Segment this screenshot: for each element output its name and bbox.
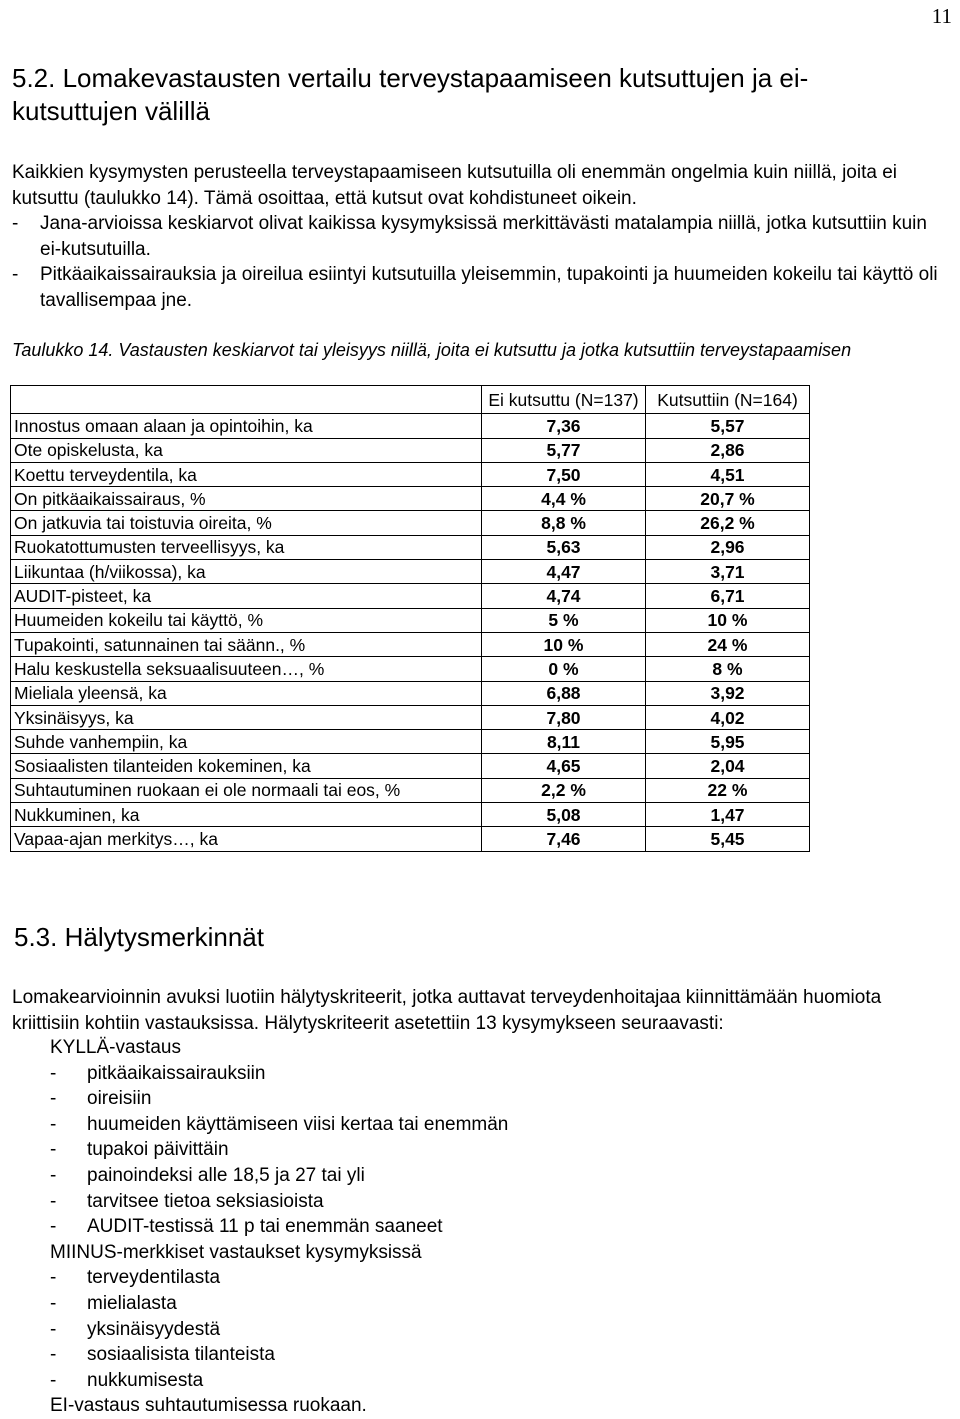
table-caption: Taulukko 14. Vastausten keskiarvot tai yleisyys niillä, joita ei kutsuttu ja jotka kutsuttiin terveystapaamisen xyxy=(12,340,852,360)
value-not-invited: 7,80 xyxy=(482,705,646,729)
criteria-text: MIINUS-merkkiset vastaukset kysymyksissä xyxy=(50,1241,422,1263)
row-label: On pitkäaikaissairaus, % xyxy=(11,487,482,511)
row-label: Huumeiden kokeilu tai käyttö, % xyxy=(11,608,482,632)
value-invited: 20,7 % xyxy=(646,487,810,511)
value-not-invited: 8,11 xyxy=(482,730,646,754)
value-not-invited: 7,50 xyxy=(482,462,646,486)
table-row xyxy=(11,657,810,681)
page-number: 11 xyxy=(931,4,952,28)
dash-marker: - xyxy=(50,1113,57,1135)
table-row xyxy=(11,632,810,656)
value-invited: 1,47 xyxy=(646,803,810,827)
dash-marker: - xyxy=(50,1267,57,1289)
criteria-text: terveydentilasta xyxy=(87,1267,221,1289)
criteria-list xyxy=(50,1035,508,1419)
value-not-invited: 6,88 xyxy=(482,681,646,705)
table-row xyxy=(11,414,810,438)
table-row xyxy=(11,462,810,486)
criteria-item xyxy=(50,1112,508,1138)
criteria-item xyxy=(50,1265,508,1291)
criteria-text: KYLLÄ-vastaus xyxy=(50,1037,181,1058)
dash-marker: - xyxy=(50,1369,57,1391)
intro-bullet-text: Pitkäaikaissairauksia ja oireilua esiintyi kutsutuilla yleisemmin, tupakointi ja huumeiden kokeilu tai käyttö oli tavallisempaa jne. xyxy=(40,264,938,311)
row-label: Mieliala yleensä, ka xyxy=(11,681,482,705)
dash-marker: - xyxy=(50,1062,57,1084)
table-row xyxy=(11,827,810,851)
criteria-text: sosiaalisista tilanteista xyxy=(87,1344,275,1366)
value-invited: 4,02 xyxy=(646,705,810,729)
value-not-invited: 7,36 xyxy=(482,414,646,438)
row-label: Ruokatottumusten terveellisyys, ka xyxy=(11,535,482,559)
row-label: Sosiaalisten tilanteiden kokeminen, ka xyxy=(11,754,482,778)
row-label: Halu keskustella seksuaalisuuteen…, % xyxy=(11,657,482,681)
criteria-item xyxy=(50,1342,508,1368)
row-label: Nukkuminen, ka xyxy=(11,803,482,827)
criteria-text: yksinäisyydestä xyxy=(87,1318,221,1340)
value-invited: 6,71 xyxy=(646,584,810,608)
value-invited: 4,51 xyxy=(646,462,810,486)
criteria-item xyxy=(50,1291,508,1317)
criteria-text: huumeiden käyttämiseen viisi kertaa tai enemmän xyxy=(87,1113,509,1135)
table-row xyxy=(11,754,810,778)
table-row xyxy=(11,584,810,608)
value-not-invited: 5,63 xyxy=(482,535,646,559)
table-header-row xyxy=(11,386,810,414)
criteria-item xyxy=(50,1086,508,1112)
section2-title: 5.3. Hälytysmerkinnät xyxy=(14,922,264,952)
value-invited: 5,57 xyxy=(646,414,810,438)
table-row xyxy=(11,803,810,827)
value-invited: 5,95 xyxy=(646,730,810,754)
value-invited: 3,71 xyxy=(646,560,810,584)
criteria-text: AUDIT-testissä 11 p tai enemmän saaneet xyxy=(87,1216,443,1238)
dash-marker: - xyxy=(50,1190,57,1212)
value-invited: 2,04 xyxy=(646,754,810,778)
dash-marker: - xyxy=(50,1216,57,1238)
value-not-invited: 4,74 xyxy=(482,584,646,608)
criteria-item xyxy=(50,1368,508,1394)
row-label: Suhde vanhempiin, ka xyxy=(11,730,482,754)
criteria-item xyxy=(50,1189,508,1215)
value-not-invited: 2,2 % xyxy=(482,778,646,802)
value-not-invited: 8,8 % xyxy=(482,511,646,535)
value-not-invited: 10 % xyxy=(482,632,646,656)
intro-bullet-text: Jana-arvioissa keskiarvot olivat kaikissa kysymyksissä merkittävästi matalampia niillä, jotka kutsuttiin kuin ei-kutsutuilla. xyxy=(40,213,927,260)
criteria-item xyxy=(50,1061,508,1087)
criteria-item xyxy=(50,1317,508,1343)
row-label: Suhtautuminen ruokaan ei ole normaali tai eos, % xyxy=(11,778,482,802)
value-not-invited: 5,08 xyxy=(482,803,646,827)
row-label: Tupakointi, satunnainen tai säänn., % xyxy=(11,632,482,656)
table-row xyxy=(11,511,810,535)
criteria-text: EI-vastaus suhtautumisessa ruokaan. xyxy=(50,1395,367,1417)
table-row xyxy=(11,778,810,802)
table-row xyxy=(11,560,810,584)
header-cell-invited: Kutsuttiin (N=164) xyxy=(646,386,810,414)
dash-marker: - xyxy=(50,1139,57,1161)
criteria-text: tarvitsee tietoa seksiasioista xyxy=(87,1190,324,1212)
table-row xyxy=(11,535,810,559)
row-label: Koettu terveydentila, ka xyxy=(11,462,482,486)
dash-marker: - xyxy=(50,1344,57,1366)
row-label: Liikuntaa (h/viikossa), ka xyxy=(11,560,482,584)
criteria-group-heading xyxy=(50,1393,508,1419)
intro-bullet xyxy=(12,262,942,313)
intro-section xyxy=(12,160,942,313)
criteria-text: oireisiin xyxy=(87,1088,152,1110)
table-body xyxy=(11,414,810,851)
value-not-invited: 5 % xyxy=(482,608,646,632)
criteria-item xyxy=(50,1214,508,1240)
row-label: Ote opiskelusta, ka xyxy=(11,438,482,462)
dash-marker: - xyxy=(50,1088,57,1110)
value-invited: 5,45 xyxy=(646,827,810,851)
value-invited: 2,96 xyxy=(646,535,810,559)
value-not-invited: 0 % xyxy=(482,657,646,681)
value-not-invited: 7,46 xyxy=(482,827,646,851)
table-row xyxy=(11,730,810,754)
dash-marker: - xyxy=(50,1318,57,1340)
row-label: On jatkuvia tai toistuvia oireita, % xyxy=(11,511,482,535)
value-not-invited: 5,77 xyxy=(482,438,646,462)
dash-marker: - xyxy=(12,213,19,234)
value-invited: 8 % xyxy=(646,657,810,681)
section-title: 5.2. Lomakevastausten vertailu terveystapaamiseen kutsuttujen ja ei-kutsuttujen välillä xyxy=(12,63,809,126)
row-label: Innostus omaan alaan ja opintoihin, ka xyxy=(11,414,482,438)
criteria-text: mielialasta xyxy=(87,1292,177,1314)
header-cell-not-invited: Ei kutsuttu (N=137) xyxy=(482,386,646,414)
criteria-text: pitkäaikaissairauksiin xyxy=(87,1062,266,1084)
table-row xyxy=(11,487,810,511)
section2-paragraph: Lomakearvioinnin avuksi luotiin hälytyskriteerit, jotka auttavat terveydenhoitajaa kiinnittämään huomiota kriittisiin kohtiin vastauksissa. Hälytyskriteerit asetettiin 13 kysymykseen seuraavasti: xyxy=(12,987,882,1034)
value-invited: 2,86 xyxy=(646,438,810,462)
value-invited: 3,92 xyxy=(646,681,810,705)
value-invited: 24 % xyxy=(646,632,810,656)
table-row xyxy=(11,705,810,729)
table-row xyxy=(11,438,810,462)
dash-marker: - xyxy=(50,1164,57,1186)
comparison-table xyxy=(10,385,810,852)
table-row xyxy=(11,681,810,705)
row-label: Vapaa-ajan merkitys…, ka xyxy=(11,827,482,851)
row-label: AUDIT-pisteet, ka xyxy=(11,584,482,608)
criteria-text: nukkumisesta xyxy=(87,1369,204,1391)
criteria-text: painoindeksi alle 18,5 ja 27 tai yli xyxy=(87,1164,365,1186)
value-invited: 22 % xyxy=(646,778,810,802)
header-cell-empty xyxy=(11,386,482,414)
criteria-item xyxy=(50,1137,508,1163)
value-invited: 10 % xyxy=(646,608,810,632)
intro-bullet xyxy=(12,211,942,262)
criteria-item xyxy=(50,1163,508,1189)
value-not-invited: 4,4 % xyxy=(482,487,646,511)
value-invited: 26,2 % xyxy=(646,511,810,535)
dash-marker: - xyxy=(50,1292,57,1314)
row-label: Yksinäisyys, ka xyxy=(11,705,482,729)
criteria-text: tupakoi päivittäin xyxy=(87,1139,229,1161)
criteria-group-heading xyxy=(50,1035,508,1061)
dash-marker: - xyxy=(12,264,19,285)
criteria-group-heading xyxy=(50,1240,508,1266)
value-not-invited: 4,65 xyxy=(482,754,646,778)
intro-paragraph: Kaikkien kysymysten perusteella terveystapaamiseen kutsutuilla oli enemmän ongelmia kuin niillä, joita ei kutsuttu (taulukko 14). Tämä osoittaa, että kutsut ovat kohdistuneet oikein. xyxy=(12,162,897,209)
value-not-invited: 4,47 xyxy=(482,560,646,584)
table-row xyxy=(11,608,810,632)
